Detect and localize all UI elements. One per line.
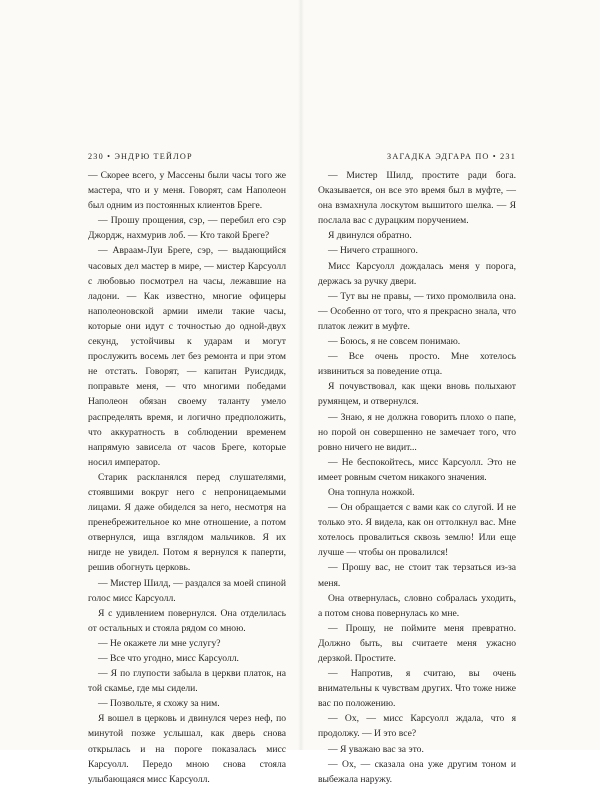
paragraph: Я вошел в церковь и двинулся через неф, по минутой позже услышал, как дверь снова открылась и на пороге показалась мисс Карсуолл. Передо мною снова стояла улыбающаяся мисс Карсуолл. — [88, 713, 286, 785]
right-page — [318, 152, 516, 787]
right-running-header: ЗАГАДКА ЭДГАРА ПО • 231 — [387, 152, 516, 161]
paragraph: Старик раскланялся перед слушателями, стоявшими вокруг него с непроницаемыми лицами. Я даже обиделся за него, несмотря на пренебрежительное ко мне отношение, а потом отвернулся, ища взглядом мальчиков. Я их нигде не увидел. Потом я вернулся к паперти, решив обогнуть церковь. — [88, 471, 286, 574]
paragraph: Она отвернулась, словно собралась уходить, а потом снова повернулась ко мне. — [318, 592, 516, 619]
paragraph: — Я по глупости забыла в церкви платок, на той скамье, где мы сидели. — [88, 668, 286, 695]
left-page — [88, 152, 286, 787]
paragraph: Я с удивлением повернулся. Она отделилась от остальных и стояла рядом со мною. — [88, 607, 286, 634]
paragraph: Она топнула ножкой. — [328, 486, 415, 498]
paragraph: — Прошу вас, не стоит так терзаться из-за меня. — [318, 562, 516, 589]
book-gutter — [298, 0, 304, 750]
paragraph: — Не окажете ли мне услугу? — [98, 637, 221, 649]
left-page-body — [88, 168, 286, 787]
paragraph: — Скорее всего, у Массены были часы того же мастера, что и у меня. Говорят, сам Наполеон был одним из постоянных клиентов Бреге. — [88, 170, 286, 212]
paragraph: — Позвольте, я схожу за ним. — [98, 698, 220, 710]
paragraph: — Авраам-Луи Бреге, сэр, — выдающийся часовых дел мастер в мире, — мистер Карсуолл с любовью посмотрел на часы, лежавшие на ладони. — Как известно, многие офицеры наполеоновской армии имели такие часы, которые они идут с точностью до одной-двух секунд, устойчивы к ударам и могут прослужить восемь лет без ремонта и при этом не отстать. Говорят, — капитан Руисдидк, поправьте меня, — что многими победами Наполеон обязан своему таланту умело распределять время, и логично предположить, что аккуратность в соблюдении временем напрямую зависела от часов Бреге, которые носил император. — [88, 245, 286, 468]
paragraph: — Я уважаю вас за это. — [328, 743, 424, 755]
paragraph: — Ох, — сказала она уже другим тоном и выбежала наружу. — [318, 758, 516, 785]
paragraph: — Он обращается с вами как со слугой. И не только это. Я видела, как он оттолкнул вас. Мне хотелось провалиться сквозь землю! Или еще лучше — чтобы он провалился! — [318, 502, 516, 559]
paragraph: — Мистер Шилд, — раздался за моей спиной голос мисс Карсуолл. — [88, 577, 286, 604]
paragraph: Я двинулся обратно. — [328, 230, 412, 242]
paragraph: Мисс Карсуолл дождалась меня у порога, держась за ручку двери. — [318, 260, 516, 287]
paragraph: — Мистер Шилд, простите ради бога. Оказывается, он все это время был в муфте, — она взмахнула лоскутом вышитого шелка. — Я послала вас с дурацким поручением. — [318, 170, 516, 227]
paragraph: — Не беспокойтесь, мисс Карсуолл. Это не имеет ровным счетом никакого значения. — [318, 456, 516, 483]
paragraph: — Знаю, я не должна говорить плохо о папе, но порой он совершенно не замечает того, что ровно ничего не видит... — [318, 411, 516, 453]
paragraph: — Боюсь, я не совсем понимаю. — [328, 336, 461, 348]
paragraph: — Напротив, я считаю, вы очень внимательны к чувствам других. Что тоже ниже вас по положению. — [318, 668, 516, 710]
paragraph: — Все что угодно, мисс Карсуолл. — [98, 653, 239, 664]
paragraph: — Ничего страшного. — [328, 245, 418, 257]
paragraph: — Прошу, не поймите меня превратно. Должно быть, вы считаете меня ужасно дерзкой. Простите. — [318, 622, 516, 664]
paragraph: — Прошу прощения, сэр, — перебил его сэр Джордж, нахмурив лоб. — Кто такой Бреге? — [88, 215, 286, 242]
paragraph: — Тут вы не правы, — тихо промолвила она. — Особенно от того, что я прекрасно знала, что платок лежит в муфте. — [318, 290, 516, 332]
paragraph: — Все очень просто. Мне хотелось извиниться за поведение отца. — [318, 351, 516, 378]
left-running-header: 230 • ЭНДРЮ ТЕЙЛОР — [88, 152, 193, 161]
paragraph: Я почувствовал, как щеки вновь полыхают румянцем, и отвернулся. — [318, 381, 516, 408]
right-page-body — [318, 168, 516, 787]
paragraph: — Ох, — мисс Карсуолл ждала, что я продолжу. — И это все? — [318, 713, 516, 740]
